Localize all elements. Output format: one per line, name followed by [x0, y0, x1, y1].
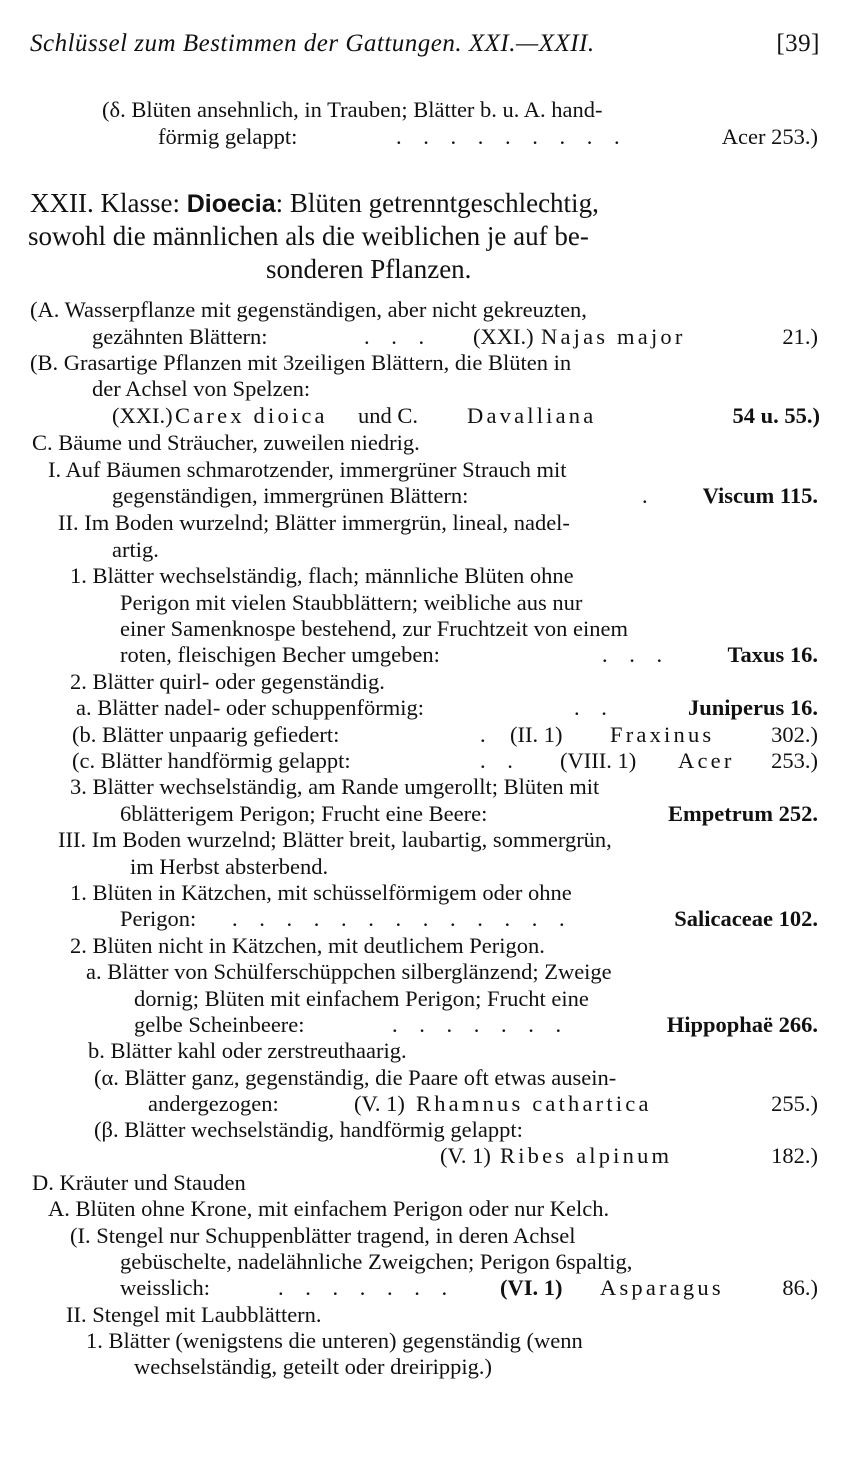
text-line: roten, fleischigen Becher umgeben: . . . Taxus 16. [120, 642, 818, 667]
key-entry: 1. Blätter wechselständig, flach; männliche Blüten ohne [70, 563, 574, 588]
genus-name: Fraxinus [610, 722, 715, 747]
text-line: weisslich: . . . . . . . (VI. 1) Asparagus 86.) [120, 1275, 818, 1300]
class-heading: sowohl die männlichen als die weiblichen je auf be- [28, 221, 589, 251]
text-line: artig. [112, 537, 159, 562]
class-heading: sonderen Pflanzen. [266, 254, 472, 284]
key-entry: (I. Stengel nur Schuppenblätter tragend, in deren Achsel [70, 1223, 576, 1248]
key-entry: (c. Blätter handförmig gelappt: . . (VIII. 1) Acer 253.) [72, 748, 818, 773]
text-line: andergezogen: (V. 1) Rhamnus cathartica 255.) [148, 1091, 818, 1116]
key-entry: (β. Blätter wechselständig, handförmig gelappt: [94, 1117, 523, 1142]
key-entry: (b. Blätter unpaarig gefiedert: . (II. 1) Fraxinus 302.) [72, 722, 818, 747]
key-entry: b. Blätter kahl oder zerstreuthaarig. [88, 1038, 407, 1063]
key-entry: I. Auf Bäumen schmarotzender, immergrüner Strauch mit [48, 457, 567, 482]
text-line: förmig gelappt: . . . . . . . . . Acer 253.) [158, 124, 818, 149]
key-entry: II. Stengel mit Laubblättern. [66, 1302, 322, 1327]
genus-name: Taxus 16. [727, 642, 818, 667]
genus-name: Acer [678, 748, 735, 773]
key-entry: 3. Blätter wechselständig, am Rande umgerollt; Blüten mit [70, 774, 600, 799]
class-heading: XXII. Klasse: Dioecia: Blüten getrenntgeschlechtig, [30, 188, 599, 218]
text-line: einer Samenknospe bestehend, zur Fruchtzeit von einem [120, 616, 628, 641]
text-line: (XXI.) Carex dioica und C. Davalliana 54 u. 55.) [112, 403, 820, 428]
page-number: [39] [776, 30, 820, 57]
genus-name: Juniperus 16. [687, 695, 818, 720]
key-entry: C. Bäume und Sträucher, zuweilen niedrig. [32, 430, 420, 455]
genus-name: Ribes alpinum [500, 1143, 673, 1168]
genus-name: Viscum 115. [702, 483, 818, 508]
genus-name: Najas major [541, 324, 686, 349]
genus-name: Hippophaë 266. [666, 1012, 818, 1037]
text-line: (δ. Blüten ansehnlich, in Trauben; Blätter b. u. A. hand- [102, 97, 603, 122]
text-line: wechselständig, geteilt oder dreirippig.) [134, 1354, 493, 1379]
key-entry: a. Blätter nadel- oder schuppenförmig: . . Juniperus 16. [76, 695, 818, 720]
text-line: 6blätterigem Perigon; Frucht eine Beere: Empetrum 252. [120, 801, 818, 826]
key-entry: (B. Grasartige Pflanzen mit 3zeiligen Blättern, die Blüten in [30, 350, 572, 375]
genus-name: Empetrum 252. [668, 801, 818, 826]
header-title: Schlüssel zum Bestimmen der Gattungen. XXI.—XXII. [30, 30, 595, 57]
text-line: im Herbst absterbend. [130, 854, 329, 879]
class-name: Dioecia [186, 190, 276, 218]
key-entry: D. Kräuter und Stauden [32, 1170, 246, 1195]
text-line: Perigon: . . . . . . . . . . . . . Salicaceae 102. [120, 906, 818, 931]
key-entry: (α. Blätter ganz, gegenständig, die Paare oft etwas ausein- [94, 1065, 617, 1090]
key-entry: 2. Blätter quirl- oder gegenständig. [70, 669, 385, 694]
key-entry: (A. Wasserpflanze mit gegenständigen, aber nicht gekreuzten, [30, 297, 587, 322]
key-entry: 1. Blüten in Kätzchen, mit schüsselförmigem oder ohne [70, 880, 572, 905]
text-line: gebüschelte, nadelähnliche Zweigchen; Perigon 6spaltig, [120, 1249, 633, 1274]
key-entry: 2. Blüten nicht in Kätzchen, mit deutlichem Perigon. [70, 933, 545, 958]
text-line: dornig; Blüten mit einfachem Perigon; Frucht eine [134, 986, 589, 1011]
key-entry: a. Blätter von Schülferschüppchen silberglänzend; Zweige [86, 959, 612, 984]
genus-name: Carex dioica [175, 403, 328, 428]
genus-name: Rhamnus cathartica [416, 1091, 652, 1116]
text-line: Perigon mit vielen Staubblättern; weibliche aus nur [120, 590, 583, 615]
genus-name: Asparagus [600, 1275, 724, 1300]
key-entry: A. Blüten ohne Krone, mit einfachem Perigon oder nur Kelch. [48, 1196, 610, 1221]
text-line: (V. 1) Ribes alpinum 182.) [440, 1143, 818, 1168]
text-line: gelbe Scheinbeere: . . . . . . . Hippophaë 266. [134, 1012, 818, 1037]
genus-name: Davalliana [467, 403, 597, 428]
text-line: gegenständigen, immergrünen Blättern: . Viscum 115. [112, 483, 818, 508]
key-entry: III. Im Boden wurzelnd; Blätter breit, laubartig, sommergrün, [58, 827, 612, 852]
genus-name: Salicaceae 102. [674, 906, 818, 931]
key-entry: 1. Blätter (wenigstens die unteren) gegenständig (wenn [86, 1328, 583, 1353]
key-entry: II. Im Boden wurzelnd; Blätter immergrün, lineal, nadel- [58, 510, 570, 535]
running-header [30, 30, 820, 70]
text-line: gezähnten Blättern: . . . (XXI.) Najas major 21.) [92, 324, 818, 349]
text-line: der Achsel von Spelzen: [92, 376, 311, 401]
